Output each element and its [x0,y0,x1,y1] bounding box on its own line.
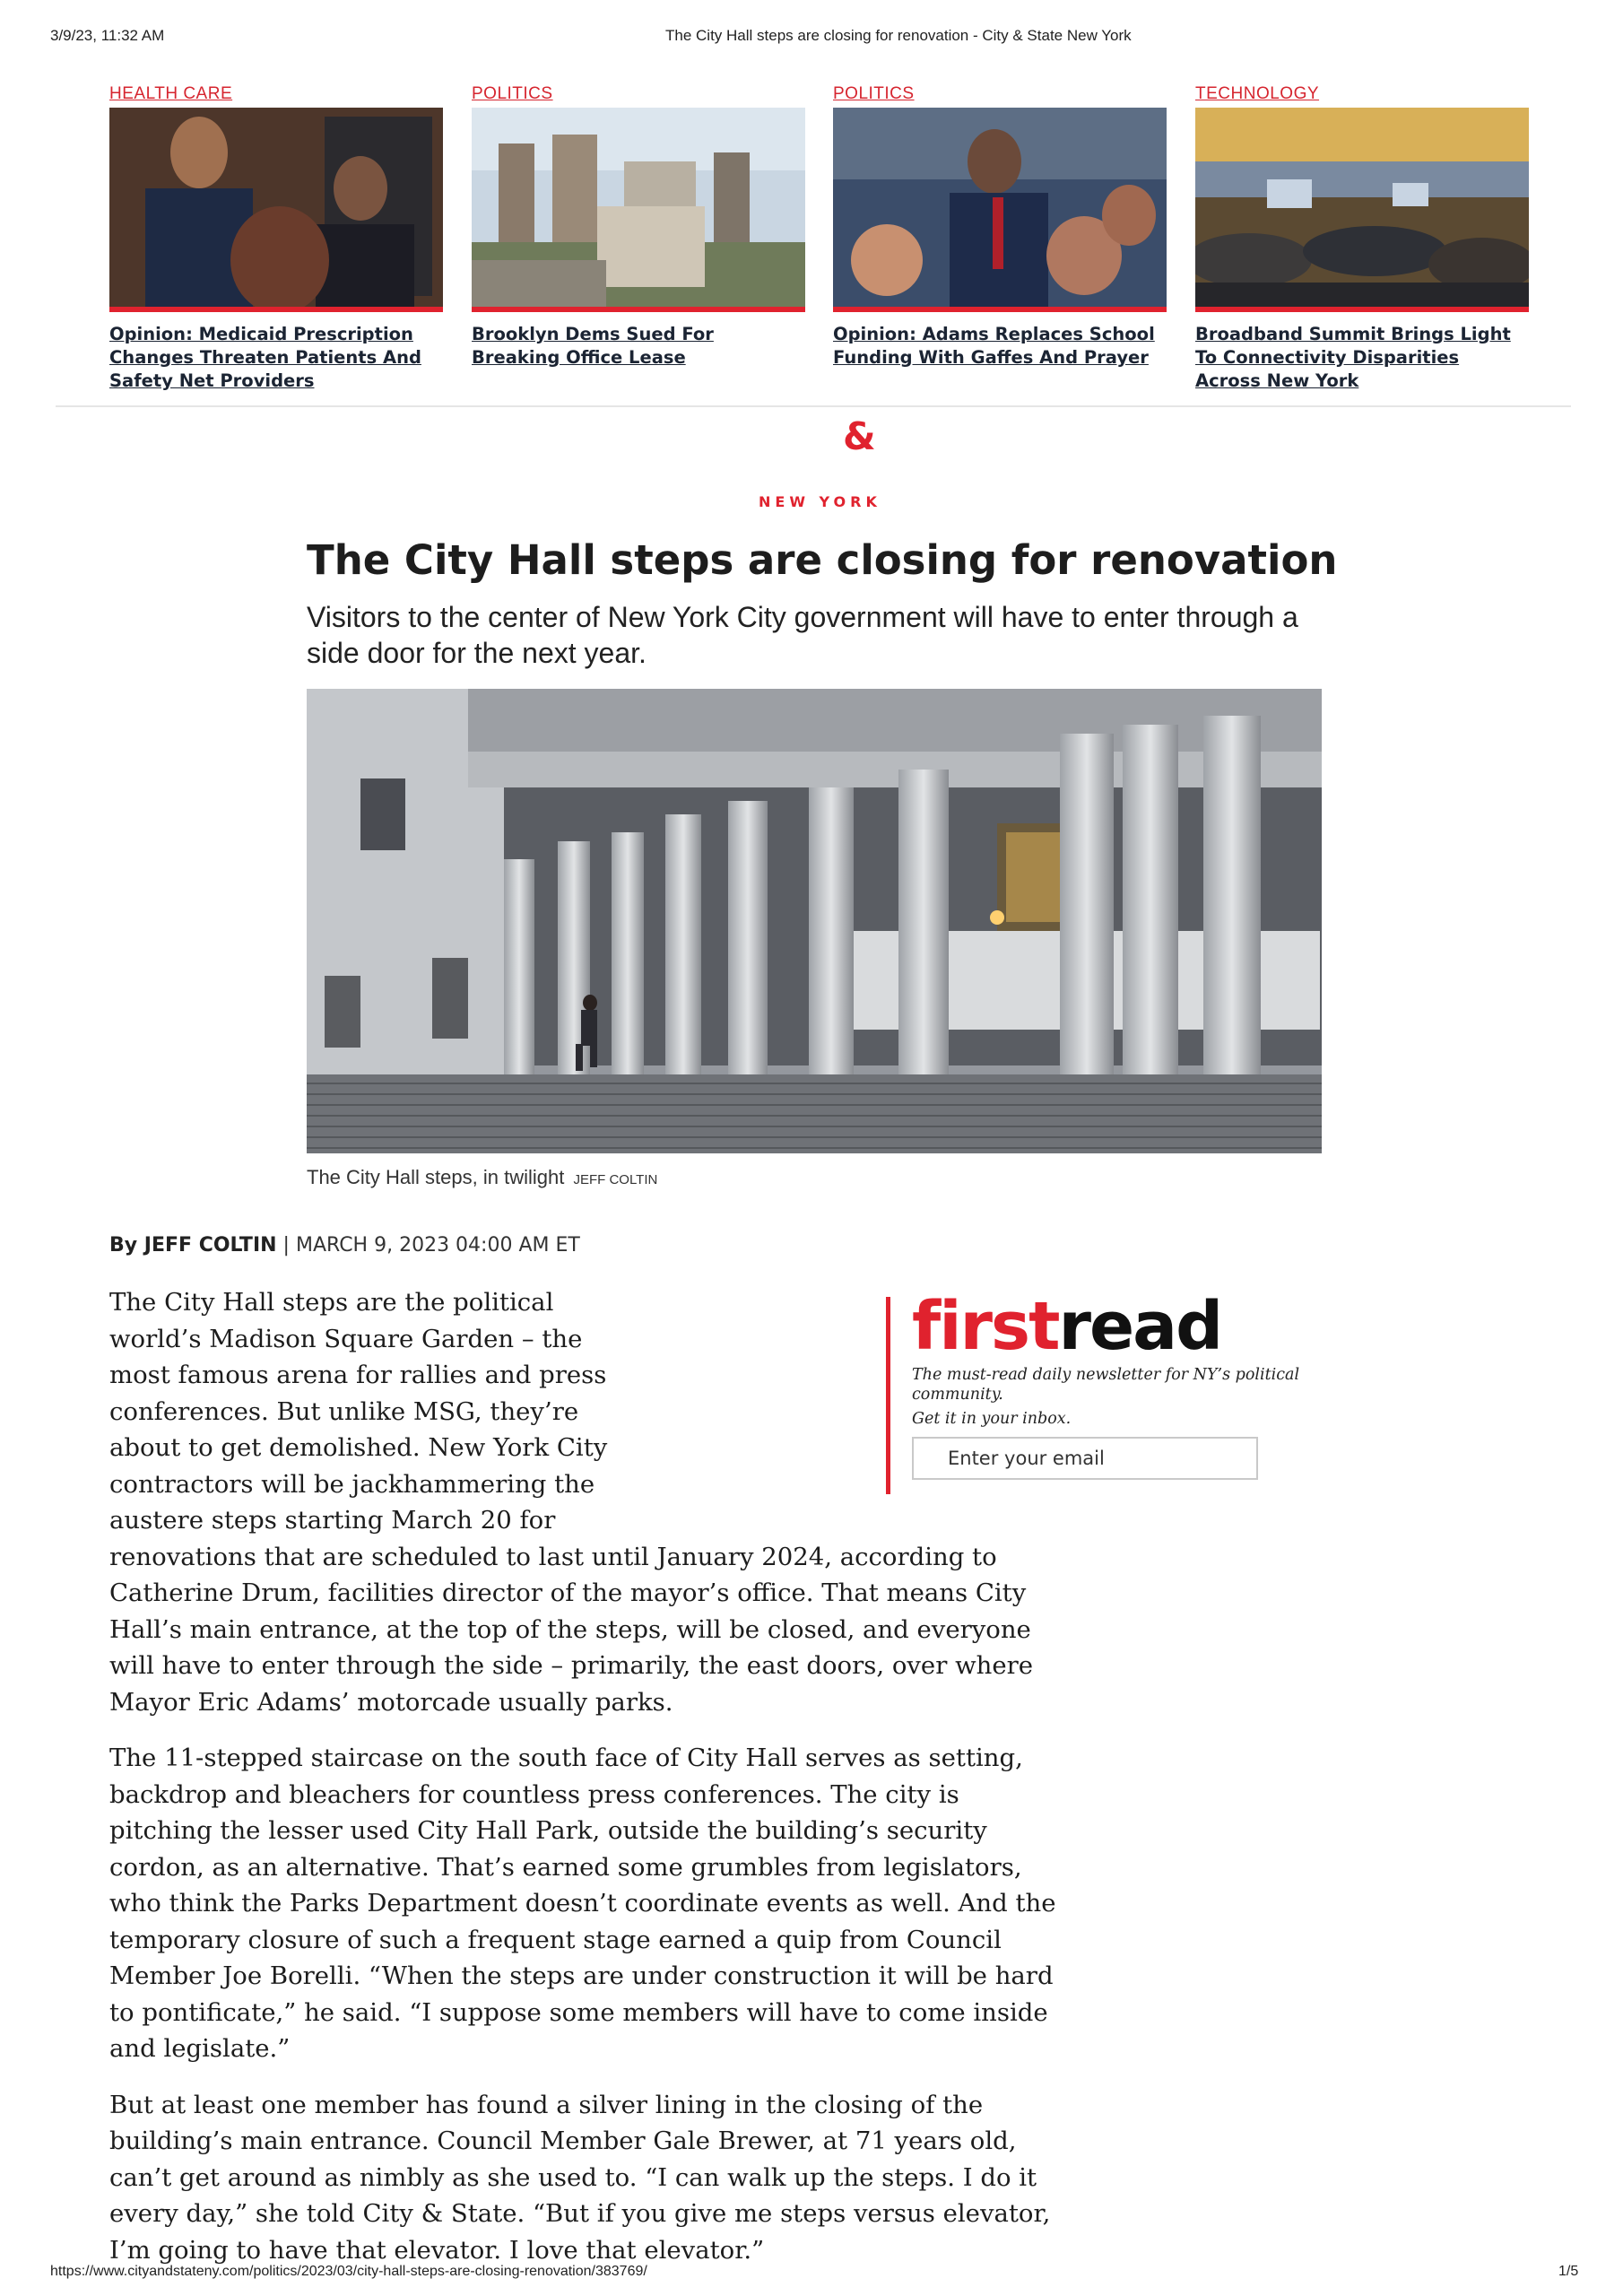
paragraph-1: The City Hall steps are the political world’s Madison Square Garden – the most famous arena for rallies and press conferences. But unlike MSG, they’re about to get demolished. New York City contractors will be jackhammering the austere steps starting March 20 for renovations that are scheduled to last until January 2024, according to Catherine Drum, facilities director of the mayor’s office. That means City Hall’s main entrance, at the top of the steps, will be closed, and everyone will have to enter through the side – primarily, the east doors, over where Mayor Eric Adams’ motorcade usually parks. [109,1288,1034,1717]
byline-prefix: By [109,1234,138,1257]
print-datetime: 3/9/23, 11:32 AM [50,27,165,44]
related-card-4[interactable] [1195,84,1529,393]
print-page-title: The City Hall steps are closing for renovation - City & State New York [665,27,1132,44]
paragraph-2: The 11-stepped staircase on the south face of City Hall serves as setting, backdrop and bleachers for countless press conferences. The city is pitching the lesser used City Hall Park, outside the building’s security cordon, as an alternative. That’s earned some grumbles from legislators, who think the Parks Department doesn’t coordinate events as well. And the temporary closure of such a frequent stage earned a quip from Council Member Joe Borelli. “When the steps are under construction it will be hard to pontificate,” he said. “I suppose some members will have to come inside and legislate.” [109,1744,1056,2063]
related-title[interactable]: Opinion: Adams Replaces School Funding With Gaffes And Prayer [833,324,1155,368]
caption-text: The City Hall steps, in twilight [307,1166,565,1188]
article-dek: Visitors to the center of New York City government will have to enter through a side door for the next year. [307,601,1298,669]
image-caption [307,1166,657,1189]
firstread-logo: firstread [912,1288,1222,1365]
thumbnail-image[interactable] [1195,108,1529,312]
article-headline: The City Hall steps are closing for renovation [307,536,1338,584]
print-page-number: 1/5 [1558,2264,1579,2279]
publish-date: MARCH 9, 2023 04:00 AM ET [295,1234,580,1257]
byline [109,1234,580,1257]
related-card-3[interactable] [833,84,1167,370]
site-logo-ampersand[interactable]: & [843,414,876,458]
hero-image [307,689,1322,1153]
author-link[interactable]: JEFF COLTIN [143,1234,277,1257]
newsletter-tagline: The must-read daily newsletter for NY’s political community. [912,1366,1300,1404]
related-title[interactable]: Opinion: Medicaid Prescription Changes Threaten Patients And Safety Net Providers [109,324,421,391]
category-link[interactable]: HEALTH CARE [109,84,233,103]
category-link[interactable]: POLITICS [472,84,553,103]
related-title[interactable]: Brooklyn Dems Sued For Breaking Office Lease [472,324,714,368]
thumbnail-image[interactable] [472,108,805,312]
paragraph-3: But at least one member has found a silver lining in the closing of the building’s main entrance. Council Member Gale Brewer, at 71 years old, can’t get around as nimbly as she used to. “I can walk up the steps. I do it every day,” she told City & State. “But if you give me steps versus elevator, I’m going to have that elevator. I love that elevator.” [109,2090,1051,2265]
category-link[interactable]: TECHNOLOGY [1195,84,1320,103]
newsletter-subline: Get it in your inbox. [912,1410,1072,1428]
thumbnail-image[interactable] [109,108,443,312]
related-title[interactable]: Broadband Summit Brings Light To Connectivity Disparities Across New York [1195,324,1511,391]
byline-divider: | [282,1234,290,1257]
thumbnail-image[interactable] [833,108,1167,312]
divider [56,405,1571,407]
print-url: https://www.cityandstateny.com/politics/2023/03/city-hall-steps-are-closing-renovation/383769/ [50,2264,647,2279]
site-logo-name[interactable]: NEW YORK [759,493,881,510]
article-body [109,1284,1060,2268]
related-card-1[interactable] [109,84,443,393]
related-card-2[interactable] [472,84,805,370]
category-link[interactable]: POLITICS [833,84,915,103]
photo-credit: JEFF COLTIN [573,1172,658,1187]
